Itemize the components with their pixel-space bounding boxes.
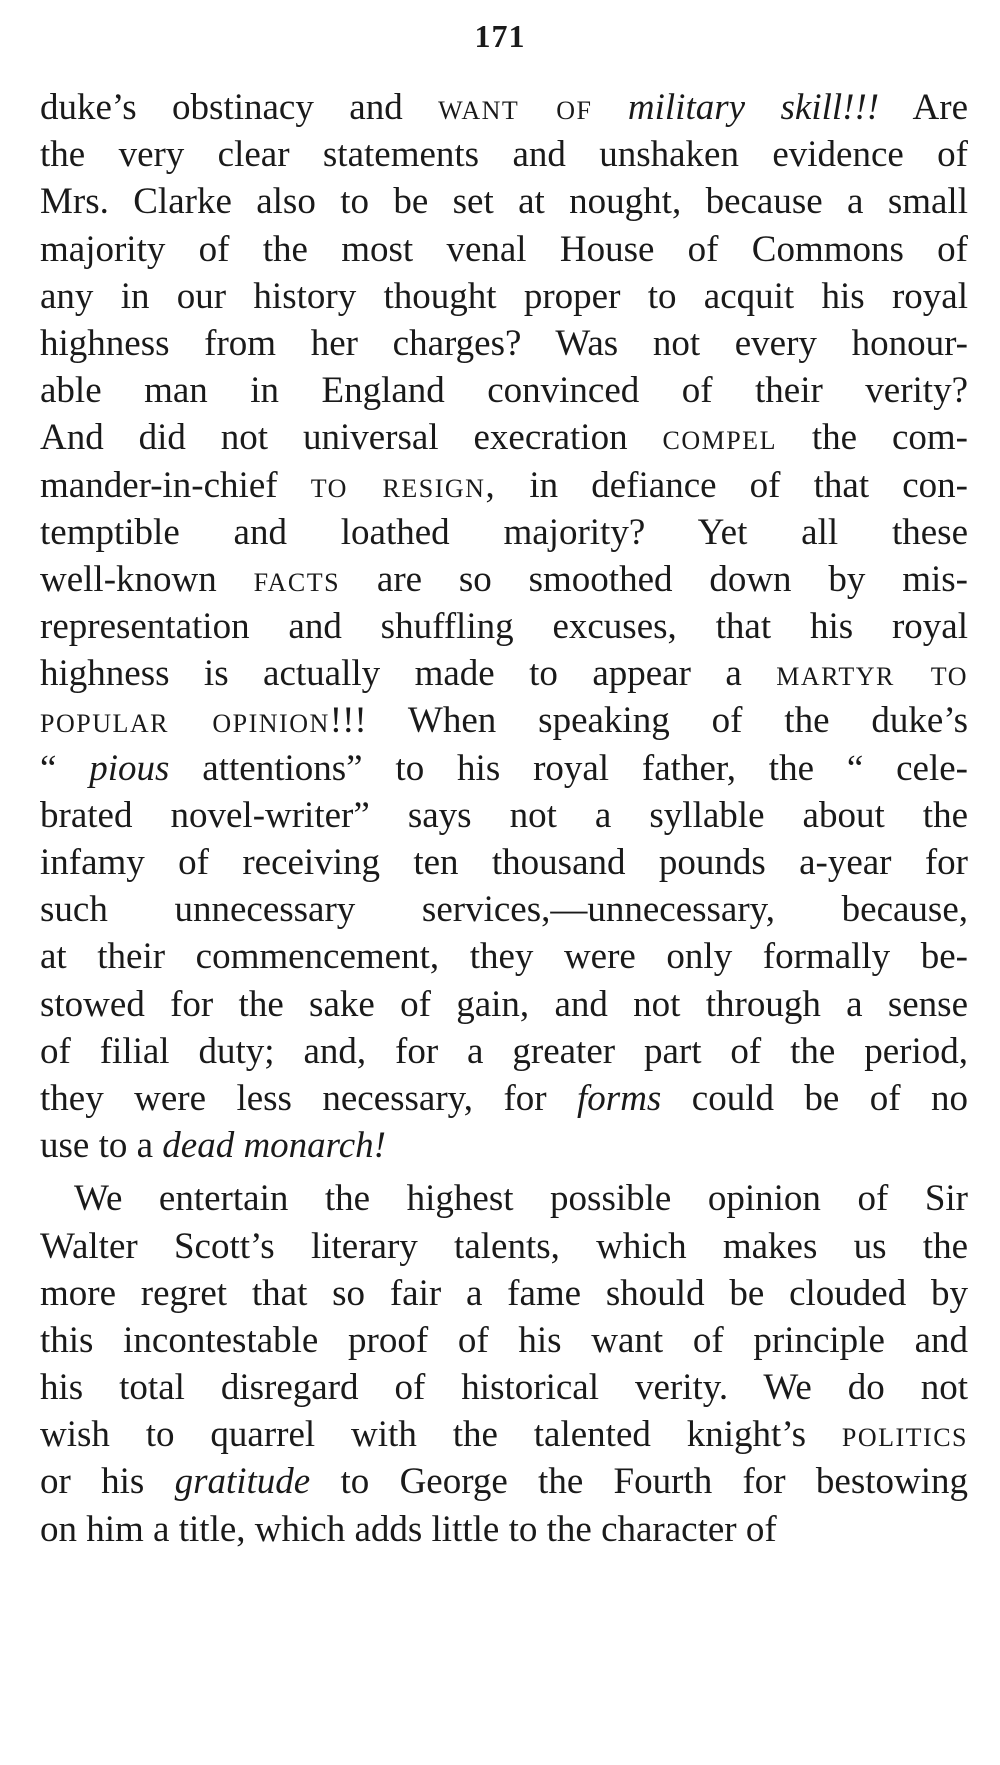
text-run: well-known — [40, 558, 254, 600]
text-run: or his — [40, 1461, 175, 1503]
text-run: majority of the most venal House of Commons of — [40, 228, 968, 270]
text-line — [40, 933, 968, 980]
text-line — [40, 697, 968, 744]
text-run: highness is actually made to appear a — [40, 653, 777, 695]
text-line — [40, 462, 968, 509]
small-caps-text: want of — [438, 87, 593, 128]
text-line — [40, 320, 968, 367]
text-line — [40, 226, 968, 273]
text-line — [40, 1317, 968, 1364]
text-run: in defiance of that con- — [496, 464, 969, 506]
small-caps-text: facts — [253, 558, 341, 600]
text-line — [40, 839, 968, 886]
text-line — [40, 1270, 968, 1317]
small-caps-text: politics — [841, 1414, 968, 1456]
text-run: Mrs. Clarke also to be set at nought, because a small — [40, 181, 968, 223]
small-caps-text: martyr to — [776, 653, 968, 695]
text-line — [40, 981, 968, 1028]
text-run: highness from her charges? Was not every honour- — [40, 322, 968, 364]
text-line — [40, 556, 968, 603]
text-run: infamy of receiving ten thousand pounds a-year for — [40, 842, 968, 883]
text-line — [40, 1411, 968, 1458]
text-run: more regret that so fair a fame should be clouded by — [40, 1272, 968, 1314]
text-run: they were less necessary, for — [40, 1077, 578, 1119]
paragraph — [40, 84, 968, 1169]
text-line — [40, 792, 968, 839]
text-run: attentions” to his royal father, the “ cele- — [169, 747, 968, 789]
text-run: able man in England convinced of their verity? — [40, 370, 968, 412]
text-line — [40, 650, 968, 697]
text-run: wish to quarrel with the talented knight’s — [40, 1414, 842, 1456]
text-line — [40, 1028, 968, 1075]
text-run: such unnecessary services,—unnecessary, because, — [40, 889, 968, 931]
text-run: the com- — [776, 417, 968, 459]
text-line — [40, 84, 968, 131]
text-run — [592, 87, 627, 128]
italic-text: forms — [577, 1077, 662, 1119]
small-caps-text: popular opinion — [40, 700, 330, 742]
text-run: temptible and loathed majority? Yet all these — [40, 511, 968, 553]
text-run: stowed for the sake of gain, and not through a sense — [40, 983, 968, 1025]
text-run: his total disregard of historical verity. We do not — [40, 1367, 968, 1409]
body-text — [40, 84, 968, 1553]
page-number: 171 — [474, 18, 526, 54]
text-run: Are — [879, 87, 968, 128]
text-run: are so smoothed down by mis- — [340, 558, 968, 600]
text-run: any in our history thought proper to acquit his royal — [40, 275, 968, 317]
text-line — [40, 1458, 968, 1505]
italic-text: pious — [89, 747, 170, 789]
text-run: And did not universal execration — [40, 417, 663, 459]
text-line — [40, 1175, 968, 1222]
text-run: of filial duty; and, for a greater part of the period, — [40, 1030, 968, 1072]
text-run: on him a title, which adds little to the character of — [40, 1508, 777, 1550]
text-run: at their commencement, they were only formally be- — [40, 936, 968, 978]
text-line — [40, 509, 968, 556]
italic-text: military skill!!! — [627, 87, 880, 128]
text-run: Walter Scott’s literary talents, which makes us the — [40, 1225, 968, 1267]
text-run: “ — [40, 747, 90, 789]
text-line — [40, 367, 968, 414]
italic-text: dead monarch! — [162, 1125, 386, 1167]
paragraph — [40, 1175, 968, 1553]
text-line — [40, 886, 968, 933]
text-line — [40, 1364, 968, 1411]
text-line — [40, 178, 968, 225]
italic-text: gratitude — [174, 1461, 311, 1503]
text-run: We entertain the highest possible opinion of Sir — [74, 1178, 968, 1220]
text-line — [40, 1122, 968, 1169]
text-line — [40, 273, 968, 320]
small-caps-text: to resign, — [310, 464, 497, 506]
text-line — [40, 603, 968, 650]
text-line — [40, 1506, 968, 1553]
text-run: to George the Fourth for bestowing — [310, 1461, 969, 1503]
text-run: the very clear statements and unshaken evidence of — [40, 134, 968, 176]
text-run: use to a — [40, 1125, 163, 1167]
text-line — [40, 1223, 968, 1270]
text-run: mander-in-chief — [40, 464, 311, 506]
text-line — [40, 414, 968, 461]
text-run: this incontestable proof of his want of principle and — [40, 1319, 968, 1361]
text-run: !!! When speaking of the duke’s — [329, 700, 968, 742]
text-run: brated novel-writer” says not a syllable about the — [40, 794, 968, 836]
text-line — [40, 131, 968, 178]
small-caps-text: compel — [662, 417, 777, 459]
text-run: duke’s obstinacy and — [40, 87, 439, 128]
text-line — [40, 745, 968, 792]
text-line — [40, 1075, 968, 1122]
text-run: representation and shuffling excuses, that his royal — [40, 606, 968, 648]
text-run: could be of no — [661, 1077, 968, 1119]
